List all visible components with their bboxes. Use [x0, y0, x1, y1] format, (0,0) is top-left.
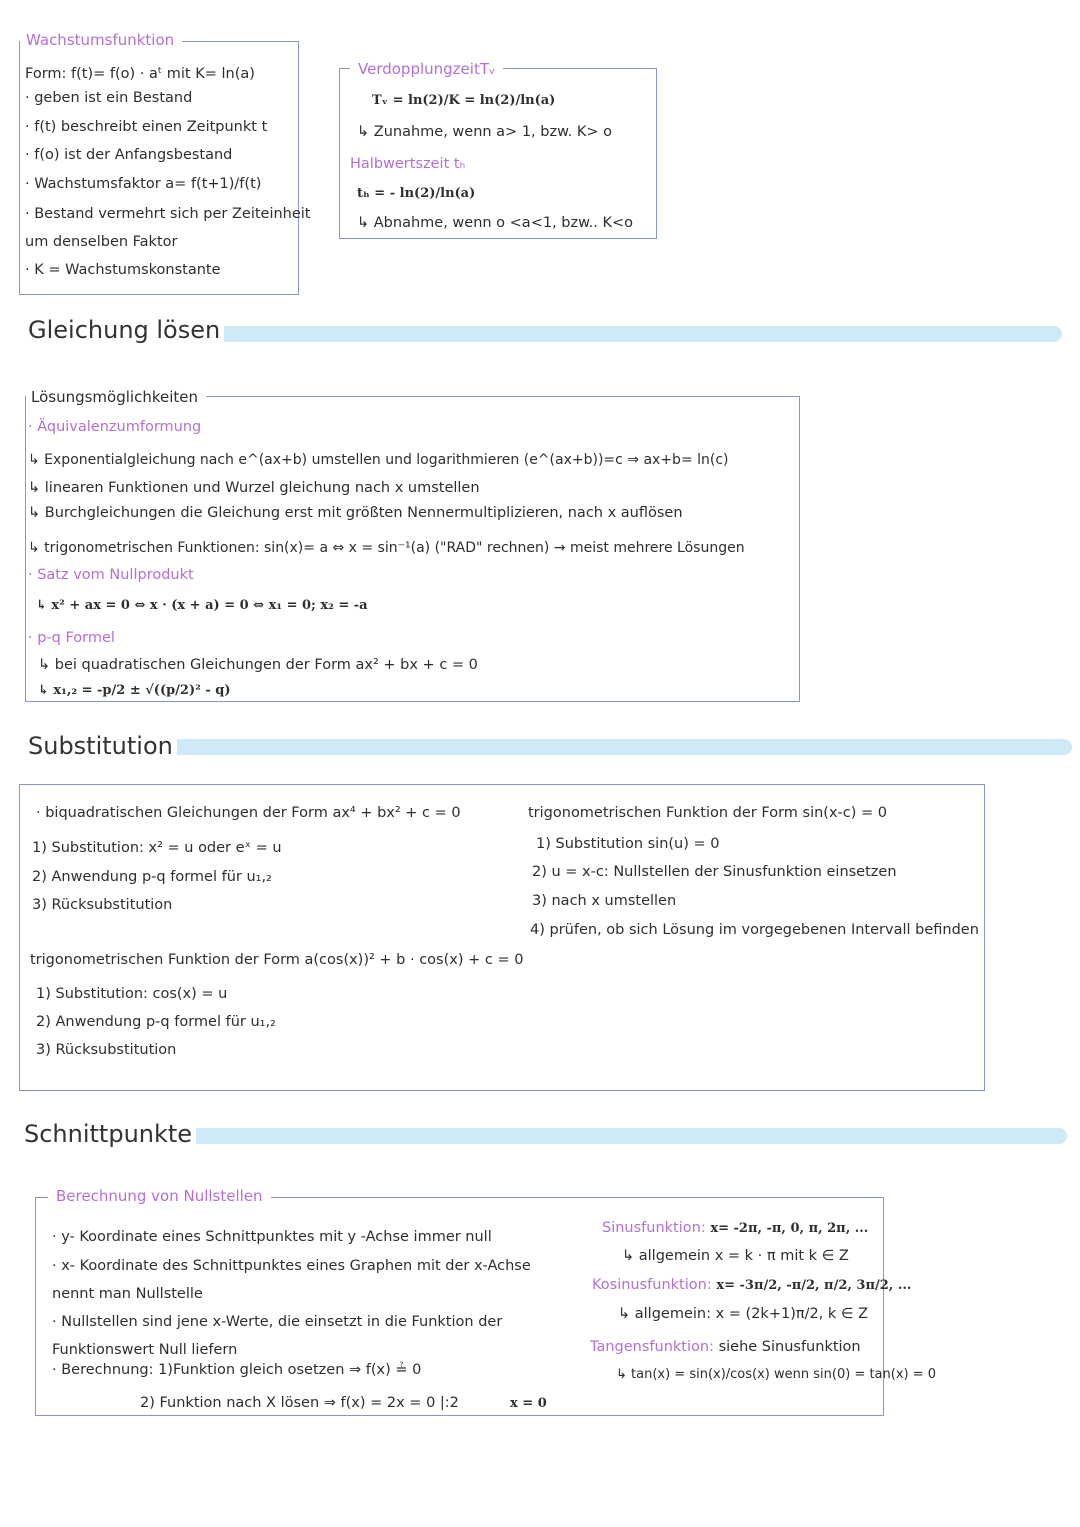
- growth-line-6: um denselben Faktor: [25, 234, 178, 250]
- subst-left-7: 3) Rücksubstitution: [36, 1042, 177, 1058]
- growth-line-3: · f(o) ist der Anfangsbestand: [25, 147, 233, 163]
- inter-left-0: · y- Koordinate eines Schnittpunktes mit y -Achse immer null: [52, 1229, 492, 1245]
- subst-right-2: 2) u = x-c: Nullstellen der Sinusfunktion einsetzen: [532, 864, 897, 880]
- solve-item-6: ↳ x² + ax = 0 ⇔ x · (x + a) = 0 ⇔ x₁ = 0; x₂ = -a: [36, 598, 368, 613]
- growth-line-0: Form: f(t)= f(o) · aᵗ mit K= ln(a): [25, 66, 255, 82]
- subst-right-4: 4) prüfen, ob sich Lösung im vorgegebenen Intervall befinden: [530, 922, 979, 938]
- solve-item-1: ↳ Exponentialgleichung nach e^(ax+b) umstellen und logarithmieren (e^(ax+b))=c ⇒ ax+b= ln(c): [28, 452, 729, 468]
- solve-item-7: · p-q Formel: [28, 630, 115, 646]
- cosine-values: x= -3π/2, -π/2, π/2, 3π/2, ...: [716, 1278, 912, 1293]
- inter-right-5: ↳ tan(x) = sin(x)/cos(x) wenn sin(0) = tan(x) = 0: [616, 1367, 937, 1382]
- subst-right-3: 3) nach x umstellen: [532, 893, 677, 909]
- inter-left-2: nennt man Nullstelle: [52, 1286, 203, 1302]
- inter-right-1: ↳ allgemein x = k · π mit k ∈ Z: [622, 1248, 849, 1264]
- subst-left-0: · biquadratischen Gleichungen der Form ax⁴ + bx² + c = 0: [36, 805, 461, 821]
- solve-item-4: ↳ trigonometrischen Funktionen: sin(x)= a ⇔ x = sin⁻¹(a) ("RAD" rechnen) → meist mehrere Lösungen: [28, 540, 745, 556]
- inter-left-1: · x- Koordinate des Schnittpunktes eines Graphen mit der x-Achse: [52, 1258, 531, 1274]
- inter-right-3: ↳ allgemein: x = (2k+1)π/2, k ∈ Z: [618, 1306, 869, 1322]
- cosine-label: Kosinusfunktion:: [592, 1277, 712, 1293]
- solve-item-0: · Äquivalenzumformung: [28, 419, 202, 435]
- subst-heading: Substitution: [28, 732, 177, 760]
- inter-left-5: · Berechnung: 1)Funktion gleich osetzen ⇒ f(x) ≟ 0: [52, 1362, 422, 1378]
- inter-left-4: Funktionswert Null liefern: [52, 1342, 238, 1358]
- subst-right-0: trigonometrischen Funktion der Form sin(x-c) = 0: [528, 805, 887, 821]
- solve-item-3: ↳ Burchgleichungen die Gleichung erst mit größten Nennermultiplizieren, nach x auflösen: [28, 505, 683, 521]
- growth-title: Wachstumsfunktion: [20, 31, 182, 49]
- solve-item-9: ↳ x₁,₂ = -p/2 ± √((p/2)² - q): [38, 683, 231, 698]
- subst-heading-bar: [150, 739, 1072, 755]
- subst-right-1: 1) Substitution sin(u) = 0: [536, 836, 720, 852]
- solve-item-5: · Satz vom Nullprodukt: [28, 567, 194, 583]
- subst-left-6: 2) Anwendung p-q formel für u₁,₂: [36, 1014, 276, 1030]
- inter-right-0: [602, 1218, 868, 1239]
- solve-item-8: ↳ bei quadratischen Gleichungen der Form ax² + bx + c = 0: [38, 657, 478, 673]
- subst-left-5: 1) Substitution: cos(x) = u: [36, 986, 228, 1002]
- growth-line-5: · Bestand vermehrt sich per Zeiteinheit: [25, 206, 311, 222]
- growth-line-4: · Wachstumsfaktor a= f(t+1)/f(t): [25, 176, 262, 192]
- inter-heading: Schnittpunkte: [24, 1120, 196, 1148]
- inter-left-3: · Nullstellen sind jene x-Werte, die einsetzt in die Funktion der: [52, 1314, 503, 1330]
- growth-line-2: · f(t) beschreibt einen Zeitpunkt t: [25, 119, 268, 135]
- inter-left-6: 2) Funktion nach X lösen ⇒ f(x) = 2x = 0 |:2: [140, 1395, 459, 1411]
- growth-line-7: · K = Wachstumskonstante: [25, 262, 221, 278]
- half-life-formula: tₕ = - ln(2)/ln(a): [357, 186, 476, 201]
- half-life-note: ↳ Abnahme, wenn o <a<1, bzw.. K<o: [357, 215, 633, 231]
- sine-values: x= -2π, -π, 0, π, 2π, ...: [710, 1221, 869, 1236]
- inter-right-4: [590, 1337, 861, 1357]
- tangent-note: siehe Sinusfunktion: [718, 1339, 861, 1355]
- solve-heading-bar: [170, 326, 1062, 342]
- inter-right-2: [592, 1275, 911, 1296]
- subst-left-1: 1) Substitution: x² = u oder eˣ = u: [32, 840, 282, 856]
- half-life-title: Halbwertszeit tₕ: [350, 156, 466, 172]
- growth-line-1: · geben ist ein Bestand: [25, 90, 193, 106]
- solve-box-title: Lösungsmöglichkeiten: [26, 388, 206, 406]
- inter-heading-bar: [165, 1128, 1067, 1144]
- doubling-title: VerdopplungzeitTᵥ: [350, 60, 503, 78]
- inter-box-title: Berechnung von Nullstellen: [48, 1187, 271, 1205]
- doubling-note: ↳ Zunahme, wenn a> 1, bzw. K> o: [357, 124, 612, 140]
- tangent-label: Tangensfunktion:: [590, 1339, 714, 1355]
- subst-left-3: 3) Rücksubstitution: [32, 897, 173, 913]
- doubling-formula: Tᵥ = ln(2)/K = ln(2)/ln(a): [372, 93, 556, 108]
- solve-item-2: ↳ linearen Funktionen und Wurzel gleichung nach x umstellen: [28, 480, 480, 496]
- subst-left-4: trigonometrischen Funktion der Form a(cos(x))² + b · cos(x) + c = 0: [30, 952, 524, 968]
- solve-heading: Gleichung lösen: [28, 316, 224, 344]
- subst-left-2: 2) Anwendung p-q formel für u₁,₂: [32, 869, 272, 885]
- sine-label: Sinusfunktion:: [602, 1220, 706, 1236]
- inter-left-7: x = 0: [510, 1396, 547, 1411]
